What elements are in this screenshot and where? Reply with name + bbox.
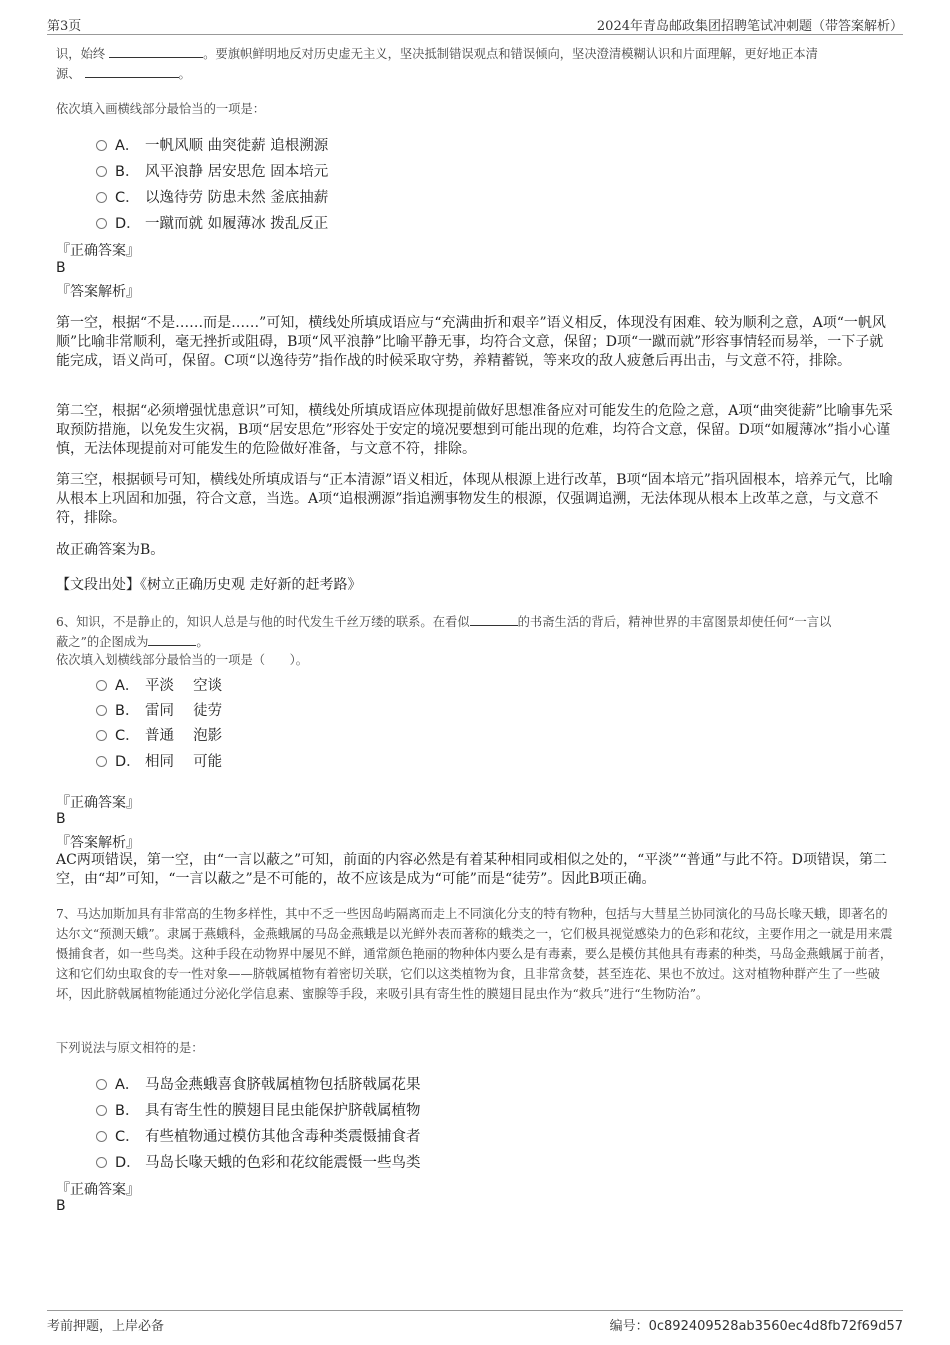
radio-icon[interactable] <box>96 756 107 767</box>
q5-option-d[interactable]: D． 一蹴而就 如履薄冰 拨乱反正 <box>96 212 328 233</box>
footer-slogan: 考前押题，上岸必备 <box>47 1319 165 1334</box>
q7-option-d[interactable]: D． 马岛长喙天蛾的色彩和花纹能震慑一些鸟类 <box>96 1151 421 1172</box>
q7-option-a[interactable]: A． 马岛金燕蛾喜食脐戟属植物包括脐戟属花果 <box>96 1073 421 1094</box>
q6-analysis: AC两项错误，第一空，由“一言以蔽之”可知，前面的内容必然是有着某种相同或相似之处的，“平淡”“普通”与此不符。D项错误，第二空，由“却”可知，“一言以蔽之”是不可能的，故不应该是成为“可能”而是“徒劳”。因此B项正确。 <box>56 852 887 887</box>
q5-option-c[interactable]: C． 以逸待劳 防患未然 釜底抽薪 <box>96 186 328 207</box>
q5-answer-label: 『正确答案』 <box>56 243 140 259</box>
q7-option-b[interactable]: B． 具有寄生性的膜翅目昆虫能保护脐戟属植物 <box>96 1099 421 1120</box>
document-title: 2024年青岛邮政集团招聘笔试冲刺题（带答案解析） <box>596 19 903 34</box>
q6-option-b[interactable]: B． 雷同 徒劳 <box>96 699 222 720</box>
blank-line <box>109 45 203 58</box>
q5-analysis-label: 『答案解析』 <box>56 284 140 300</box>
q6-option-a[interactable]: A． 平淡 空谈 <box>96 674 222 695</box>
q6-option-c[interactable]: C． 普通 泡影 <box>96 724 222 745</box>
q6-stem: 6、知识，不是静止的，知识人总是与他的时代发生千丝万缕的联系。在看似 的书斋生活的背后，精神世界的丰富图景却使任何“一言以 蔽之”的企图成为 。 <box>56 615 832 649</box>
q6-option-d[interactable]: D． 相同 可能 <box>96 750 222 771</box>
q7-option-c[interactable]: C． 有些植物通过模仿其他含毒种类震慑捕食者 <box>96 1125 421 1146</box>
document-id: 编号：0c892409528ab3560ec4d8fb72f69d57 <box>609 1319 903 1334</box>
q5-source: 【文段出处】《树立正确历史观 走好新的赶考路》 <box>56 577 362 593</box>
radio-icon[interactable] <box>96 1157 107 1168</box>
q6-analysis-label: 『答案解析』 <box>56 835 140 851</box>
q5-option-b[interactable]: B． 风平浪静 居安思危 固本培元 <box>96 160 328 181</box>
page-number: 第3页 <box>47 19 82 34</box>
q5-analysis-p1: 第一空，根据“不是……而是……”可知，横线处所填成语应与“充满曲折和艰辛”语义相反，体现没有困难、较为顺利之意，A项“一帆风顺”比喻非常顺利，毫无挫折或阻碍，B项“风平浪静”比喻平静无事，均符合文意，保留；D项“一蹴而就”形容事情轻而易举，一下子就能完成，语义尚可，保留。C项“以逸待劳”指作战的时候采取守势，养精蓄锐，等来攻的敌人疲惫后再出击，与文意不符，排除。 <box>56 315 886 369</box>
page-header <box>47 14 903 35</box>
radio-icon[interactable] <box>96 1079 107 1090</box>
q5-prompt: 依次填入画横线部分最恰当的一项是： <box>56 102 266 116</box>
page-footer <box>47 1310 903 1334</box>
q5-option-a[interactable]: A． 一帆风顺 曲突徙薪 追根溯源 <box>96 134 328 155</box>
blank-line <box>148 633 196 646</box>
radio-icon[interactable] <box>96 705 107 716</box>
radio-icon[interactable] <box>96 166 107 177</box>
radio-icon[interactable] <box>96 1105 107 1116</box>
q6-prompt: 依次填入划横线部分最恰当的一项是（ ）。 <box>56 653 309 667</box>
q5-analysis-p3: 第三空，根据顿号可知，横线处所填成语与“正本清源”语义相近，体现从根源上进行改革，B项“固本培元”指巩固根本，培养元气，比喻从根本上巩固和加强，符合文意，当选。A项“追根溯源”指追溯事物发生的根源，仅强调追溯，无法体现从根本上改革之意，与文意不符，排除。 <box>56 472 893 526</box>
q6-answer-label: 『正确答案』 <box>56 795 140 811</box>
q7-prompt: 下列说法与原文相符的是： <box>56 1041 204 1055</box>
q7-answer-label: 『正确答案』 <box>56 1182 140 1198</box>
radio-icon[interactable] <box>96 680 107 691</box>
radio-icon[interactable] <box>96 218 107 229</box>
q5-stem: 识，始终 。要旗帜鲜明地反对历史虚无主义，坚决抵制错误观点和错误倾向，坚决澄清模糊认识和片面理解，更好地正本清 源、 。 <box>56 47 818 81</box>
q5-analysis-p2: 第二空，根据“必须增强忧患意识”可知，横线处所填成语应体现提前做好思想准备应对可能发生的危险之意，A项“曲突徙薪”比喻事先采取预防措施，以免发生灾祸，B项“居安思危”形容处于安定的境况要想到可能出现的危难，均符合文意，保留。D项“如履薄冰”指小心谨慎，无法体现提前对可能发生的危险做好准备，与文意不符，排除。 <box>56 403 893 457</box>
q5-answer: B <box>56 260 66 276</box>
q5-conclusion: 故正确答案为B。 <box>56 542 165 558</box>
radio-icon[interactable] <box>96 1131 107 1142</box>
blank-line <box>470 613 518 626</box>
q6-answer: B <box>56 811 66 827</box>
radio-icon[interactable] <box>96 192 107 203</box>
radio-icon[interactable] <box>96 140 107 151</box>
radio-icon[interactable] <box>96 730 107 741</box>
blank-line <box>85 65 179 78</box>
q7-answer: B <box>56 1198 66 1214</box>
q7-stem: 7、马达加斯加具有非常高的生物多样性，其中不乏一些因岛屿隔离而走上不同演化分支的特有物种，包括与大彗星兰协同演化的马岛长喙天蛾，即著名的达尔文“预测天蛾”。隶属于燕蛾科，金燕蛾属的马岛金燕蛾是以光鲜外表而著称的蛾类之一，它们极具视觉感染力的色彩和花纹，主要作用之一就是用来震慑捕食者，如一些鸟类。这种手段在动物界中屡见不鲜，通常颜色艳丽的物种体内要么是有毒素，要么是模仿其他具有毒素的种类，马岛金燕蛾属于前者，这和它们幼虫取食的专一性对象——脐戟属植物有着密切关联，它们以这类植物为食，且非常贪婪，甚至连花、果也不放过。这对植物种群产生了一些破坏，因此脐戟属植物能通过分泌化学信息素、蜜腺等手段，来吸引具有寄生性的膜翅目昆虫作为“救兵”进行“生物防治”。 <box>56 907 893 1001</box>
